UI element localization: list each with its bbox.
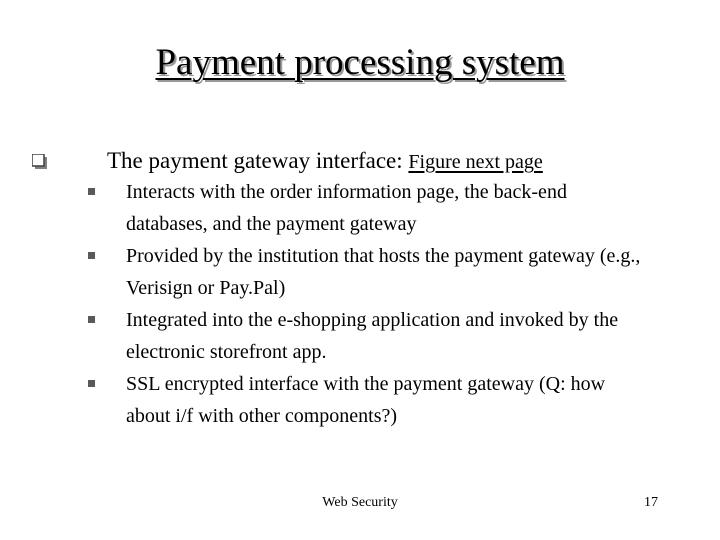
- square-bullet-icon: [88, 252, 95, 259]
- square-bullet-icon: [88, 188, 95, 195]
- subpoint-text: Integrated into the e-shopping application and invoked by the electronic storefront app.: [126, 309, 619, 363]
- square-bullet-icon: [88, 316, 95, 323]
- figure-reference: Figure next page: [408, 151, 543, 173]
- subpoint-text: Provided by the institution that hosts the payment gateway (e.g., Verisign or Pay.Pal): [126, 245, 641, 299]
- checkbox-square-bullet-icon: [32, 154, 47, 169]
- slide-title: [0, 40, 720, 86]
- list-item: [0, 241, 720, 305]
- main-point: [107, 144, 543, 179]
- footer-label: Web Security: [322, 495, 398, 510]
- slide-title-text: Payment processing system: [155, 42, 565, 83]
- square-bullet-icon: [88, 380, 95, 387]
- subpoint-text: SSL encrypted interface with the payment gateway (Q: how about i/f with other components?): [126, 373, 606, 427]
- list-item: [0, 177, 720, 241]
- page-number: 17: [644, 495, 658, 510]
- list-item: [0, 369, 720, 433]
- list-item: [0, 305, 720, 369]
- subpoint-list: [0, 177, 720, 433]
- subpoint-text: Interacts with the order information page, the back-end databases, and the payment gateway: [126, 181, 567, 235]
- main-point-text: The payment gateway interface:: [107, 148, 409, 173]
